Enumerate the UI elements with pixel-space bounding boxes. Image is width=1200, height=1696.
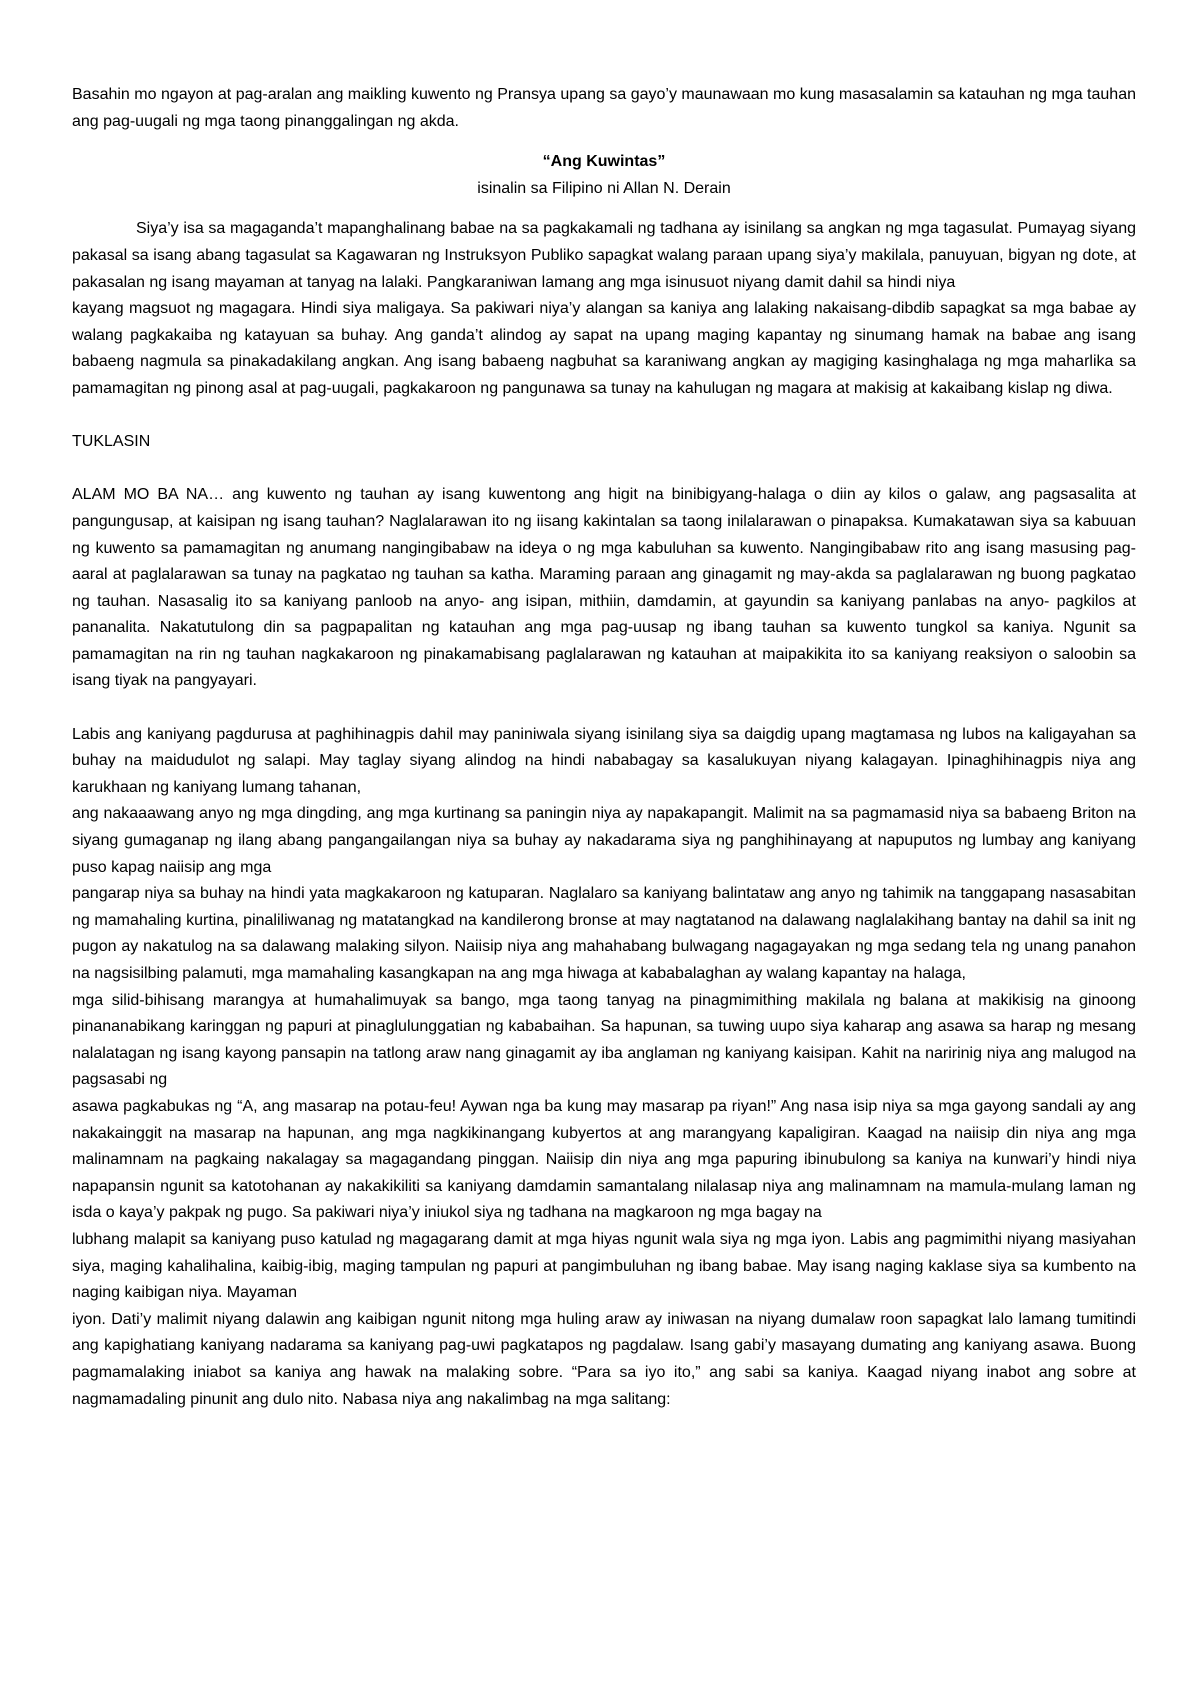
intro-paragraph: Basahin mo ngayon at pag-aralan ang maikling kuwento ng Pransya upang sa gayo’y maunawaan mo kung masasalamin sa katauhan ng mga tauhan ang pag-uugali ng mga taong pinanggalingan ng akda. <box>72 86 1136 130</box>
section-heading-tuklasin: TUKLASIN <box>72 433 151 451</box>
story-title: “Ang Kuwintas” <box>542 153 666 171</box>
story-paragraph-2d: mga silid-bihisang marangya at humahalimuyak sa bango, mga taong tanyag na pinagmimithing makilala ng balana at makikisig na ginoong pinananabikang karinggan ng papuri at pinaglulunggatian ng kababaihan. Sa hapunan, sa tuwing uupo siya kaharap ang asawa sa harap ng mesang nalalatagan ng isang kayong pansapin na tatlong araw nang ginagamit ay iba anglaman ng kaniyang kaisipan. Kahit na naririnig niya ang malugod na pagsasabi ng <box>72 991 1136 1089</box>
story-paragraph-2f: lubhang malapit sa kaniyang puso katulad ng magagarang damit at mga hiyas ngunit wala siya ng mga iyon. Labis ang pagmimithi niyang masiyahan siya, maging kahalihalina, kaibig-ibig, maging tampulan ng papuri at pangimbuluhan ng ibang babae. May isang naging kaklase siya sa kumbento na naging kaibigan niya. Mayaman <box>72 1230 1136 1302</box>
alam-mo-ba-paragraph: ALAM MO BA NA… ang kuwento ng tauhan ay isang kuwentong ang higit na binibigyang-halaga o diin ay kilos o galaw, ang pagsasalita at pangungusap, at kaisipan ng isang tauhan? Naglalarawan ito ng iisang kakintalan sa taong inilalarawan o pinapaksa. Kumakatawan siya sa kabuuan ng kuwento sa pamamagitan ng anumang nangingibabaw na ideya o ng mga kabuluhan sa kuwento. Nangingibabaw rito ang isang masusing pag-aaral at paglalarawan sa tunay na pagkatao ng tauhan sa katha. Maraming paraan ang ginagamit ng may-akda sa paglalarawan ng buong pagkatao ng tauhan. Nasasalig ito sa kaniyang panloob na anyo- ang isipan, mithiin, damdamin, at gayundin sa kaniyang panlabas na anyo- pagkilos at pananalita. Nakatutulong din sa pagpapalitan ng katauhan ang mga pag-uusap ng ibang tauhan sa kuwento tungkol sa kaniya. Ngunit sa pamamagitan na rin ng tauhan nagkakaroon ng pinakamabisang paglalarawan ng katauhan at maipakikita ito sa kaniyang reaksiyon o saloobin sa isang tiyak na pangyayari. <box>72 486 1136 690</box>
story-paragraph-2b: ang nakaaawang anyo ng mga dingding, ang mga kurtinang sa paningin niya ay napakapangit. Malimit na sa pagmamasid niya sa babaeng Briton na siyang gumaganap ng ilang abang pangangailangan niya sa buhay ay nakadarama siya ng panghihinayang at napuputos ng lumbay ang kaniyang puso kapag naiisip ang mga <box>72 805 1136 876</box>
story-paragraph-2a: Labis ang kaniyang pagdurusa at paghihinagpis dahil may paniniwala siyang isinilang siya sa daigdig upang magtamasa ng lubos na kaligayahan sa buhay na maidudulot ng salapi. May taglay siyang alindog na hindi nababagay sa kasalukuyan niyang kalagayan. Ipinaghihinagpis niya ang karukhaan ng kaniyang lumang tahanan, <box>72 725 1136 796</box>
story-paragraph-1b: kayang magsuot ng magagara. Hindi siya maligaya. Sa pakiwari niya’y alangan sa kaniya ang lalaking nakaisang-dibdib sapagkat sa mga babae ay walang pagkakaiba ng katayuan sa buhay. Ang ganda’t alindog ay sapat na upang maging kapantay ng sinumang hamak na babae ang isang babaeng nagmula sa pinakadakilang angkan. Ang isang babaeng nagbuhat sa karaniwang angkan ay magiging kasinghalaga ng mga maharlika sa pamamagitan ng pinong asal at pag-uugali, pagkakaroon ng pangunawa sa tunay na kahulugan ng magara at makisig at kakaibang kislap ng diwa. <box>72 300 1136 397</box>
document-page <box>72 82 1136 1413</box>
story-paragraph-2g: iyon. Dati’y malimit niyang dalawin ang kaibigan ngunit nitong mga huling araw ay iniwasan na niyang dumalaw roon sapagkat lalo lamang tumitindi ang kapighatiang kaniyang nadarama sa kaniyang pag-uwi pagkatapos ng pagdalaw. Isang gabi’y masayang dumating ang kaniyang asawa. Buong pagmamalaking iniabot sa kaniya ang hawak na malaking sobre. “Para sa iyo ito,” ang sabi sa kaniya. Kaagad niyang inabot ang sobre at nagmamadaling pinunit ang dulo nito. Nabasa niya ang nakalimbag na mga salitang: <box>72 1310 1136 1408</box>
story-title-block <box>72 149 1136 202</box>
story-paragraph-2e: asawa pagkabukas ng “A, ang masarap na potau-feu! Aywan nga ba kung may masarap pa riyan!” Ang nasa isip niya sa mga gayong sandali ay ang nakakainggit na masarap na hapunan, ang mga nagkikinangang kubyertos at ang marangyang kapaligiran. Kaagad na naiisip din niya ang mga malinamnam na pagkaing nakalagay sa magagandang pinggan. Naiisip din niya ang mga papuring ibinubulong sa kaniya na kunwari’y hindi niya napapansin ngunit sa katotohanan ay nakakikiliti sa kaniyang damdamin samantalang nilalasap niya ang malinamnam na mamula-mulang laman ng isda o kaya’y pakpak ng pugo. Sa pakiwari niya’y iniukol siya ng tadhana na magkaroon ng mga bagay na <box>72 1097 1136 1222</box>
story-translator: isinalin sa Filipino ni Allan N. Derain <box>477 179 731 197</box>
story-paragraph-1a: Siya’y isa sa magaganda’t mapanghalinang babae na sa pagkakamali ng tadhana ay isinilang sa angkan ng mga tagasulat. Pumayag siyang pakasal sa isang abang tagasulat sa Kagawaran ng Instruksyon Publiko sapagkat walang paraan upang siya’y makilala, panuyuan, bigyan ng dote, at pakasalan ng isang mayaman at tanyag na lalaki. Pangkaraniwan lamang ang mga isinusuot niyang damit dahil sa hindi niya <box>72 220 1136 291</box>
story-paragraph-2c: pangarap niya sa buhay na hindi yata magkakaroon ng katuparan. Naglalaro sa kaniyang balintataw ang anyo ng tahimik na tanggapang nasasabitan ng mamahaling kurtina, pinaliliwanag ng matatangkad na kandilerong bronse at may nagtatanod na dalawang naglalakihang bantay na dahil sa init ng pugon ay nakatulog na sa dalawang malaking silyon. Naiisip niya ang mahahabang bulwagang nagagayakan ng mga sedang tela ng unang panahon na nagsisilbing palamuti, mga mamahaling kasangkapan na ang mga hiwaga at kababalaghan ay walang kapantay na halaga, <box>72 885 1136 982</box>
